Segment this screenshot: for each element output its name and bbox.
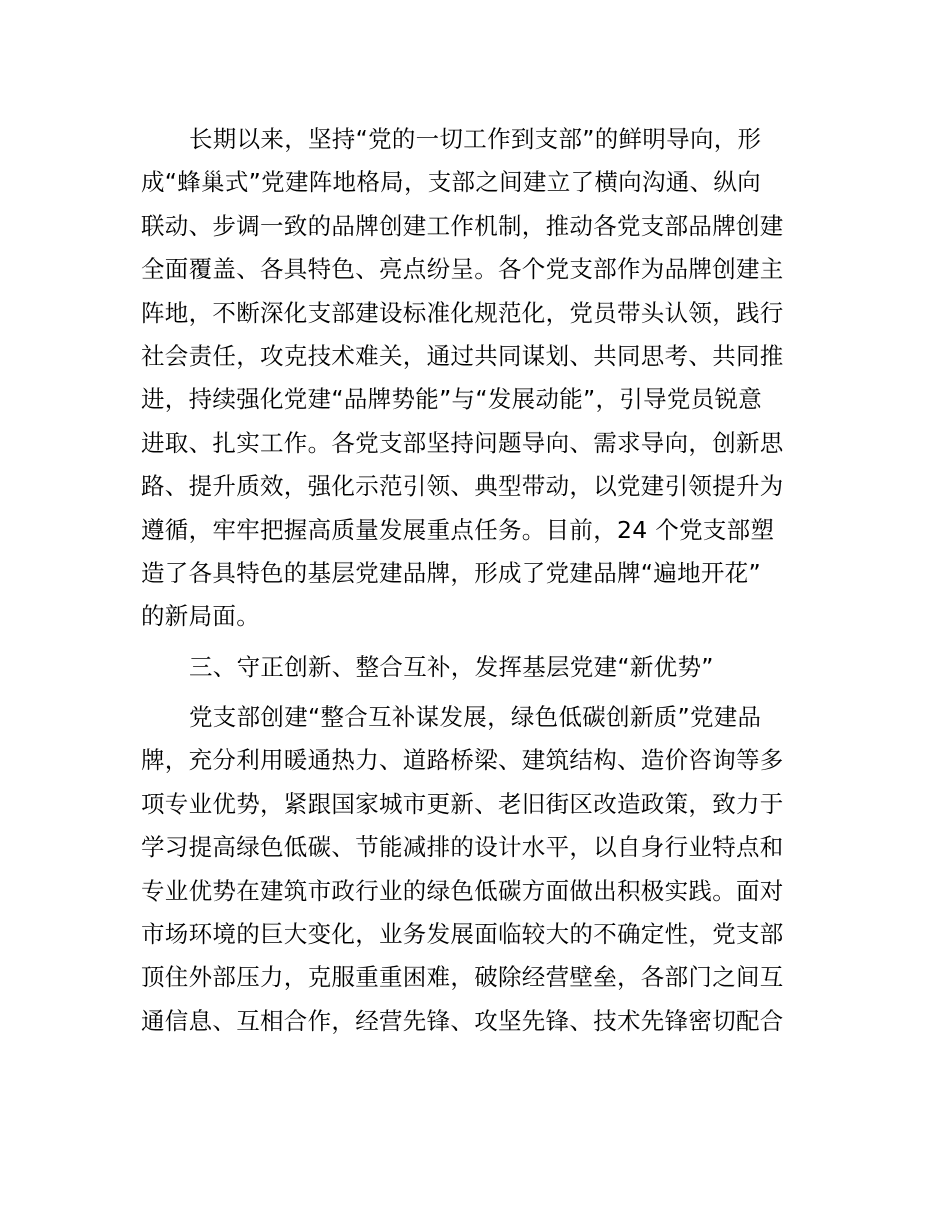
paragraph-line: 通信息、互相合作，经营先锋、攻坚先锋、技术先锋密切配合 — [141, 1006, 784, 1035]
paragraph-line: 联动、步调一致的品牌创建工作机制，推动各党支部品牌创建 — [141, 211, 784, 240]
paragraph-2 — [141, 696, 811, 1043]
paragraph-spacer — [141, 639, 811, 646]
paragraph-line: 遵循，牢牢把握高质量发展重点任务。目前，24 个党支部塑 — [141, 515, 775, 544]
paragraph-line: 项专业优势，紧跟国家城市更新、老旧街区改造政策，致力于 — [141, 789, 784, 818]
paragraph-line: 市场环境的巨大变化，业务发展面临较大的不确定性，党支部 — [141, 920, 784, 949]
document-body — [141, 118, 811, 1043]
paragraph-spacer — [141, 689, 811, 696]
paragraph-line: 牌，充分利用暖通热力、道路桥梁、建筑结构、造价咨询等多 — [141, 746, 784, 775]
paragraph-line: 的新局面。 — [141, 602, 260, 631]
paragraph-line: 学习提高绿色低碳、节能减排的设计水平，以自身行业特点和 — [141, 833, 784, 862]
paragraph-line: 阵地，不断深化支部建设标准化规范化，党员带头认领，践行 — [141, 298, 784, 327]
paragraph-line: 成“蜂巢式”党建阵地格局，支部之间建立了横向沟通、纵向 — [141, 168, 761, 197]
paragraph-line: 进取、扎实工作。各党支部坚持问题导向、需求导向，创新思 — [141, 428, 784, 457]
paragraph-line: 全面覆盖、各具特色、亮点纷呈。各个党支部作为品牌创建主 — [141, 255, 784, 284]
paragraph-line: 造了各具特色的基层党建品牌，形成了党建品牌“遍地开花” — [141, 558, 761, 587]
paragraph-1 — [141, 118, 811, 639]
paragraph-line: 党支部创建“整合互补谋发展，绿色低碳创新质”党建品 — [189, 703, 762, 732]
paragraph-line: 路、提升质效，强化示范引领、典型带动，以党建引领提升为 — [141, 472, 784, 501]
paragraph-line: 长期以来，坚持“党的一切工作到支部”的鲜明导向，形 — [189, 125, 762, 153]
paragraph-line: 专业优势在建筑市政行业的绿色低碳方面做出积极实践。面对 — [141, 876, 784, 905]
paragraph-line: 社会责任，攻克技术难关，通过共同谋划、共同思考、共同推 — [141, 341, 784, 370]
paragraph-line: 顶住外部压力，克服重重困难，破除经营壁垒，各部门之间互 — [141, 963, 784, 992]
section-heading: 三、守正创新、整合互补，发挥基层党建“新优势” — [189, 652, 714, 681]
paragraph-line: 进，持续强化党建“品牌势能”与“发展动能”，引导党员锐意 — [141, 385, 763, 414]
